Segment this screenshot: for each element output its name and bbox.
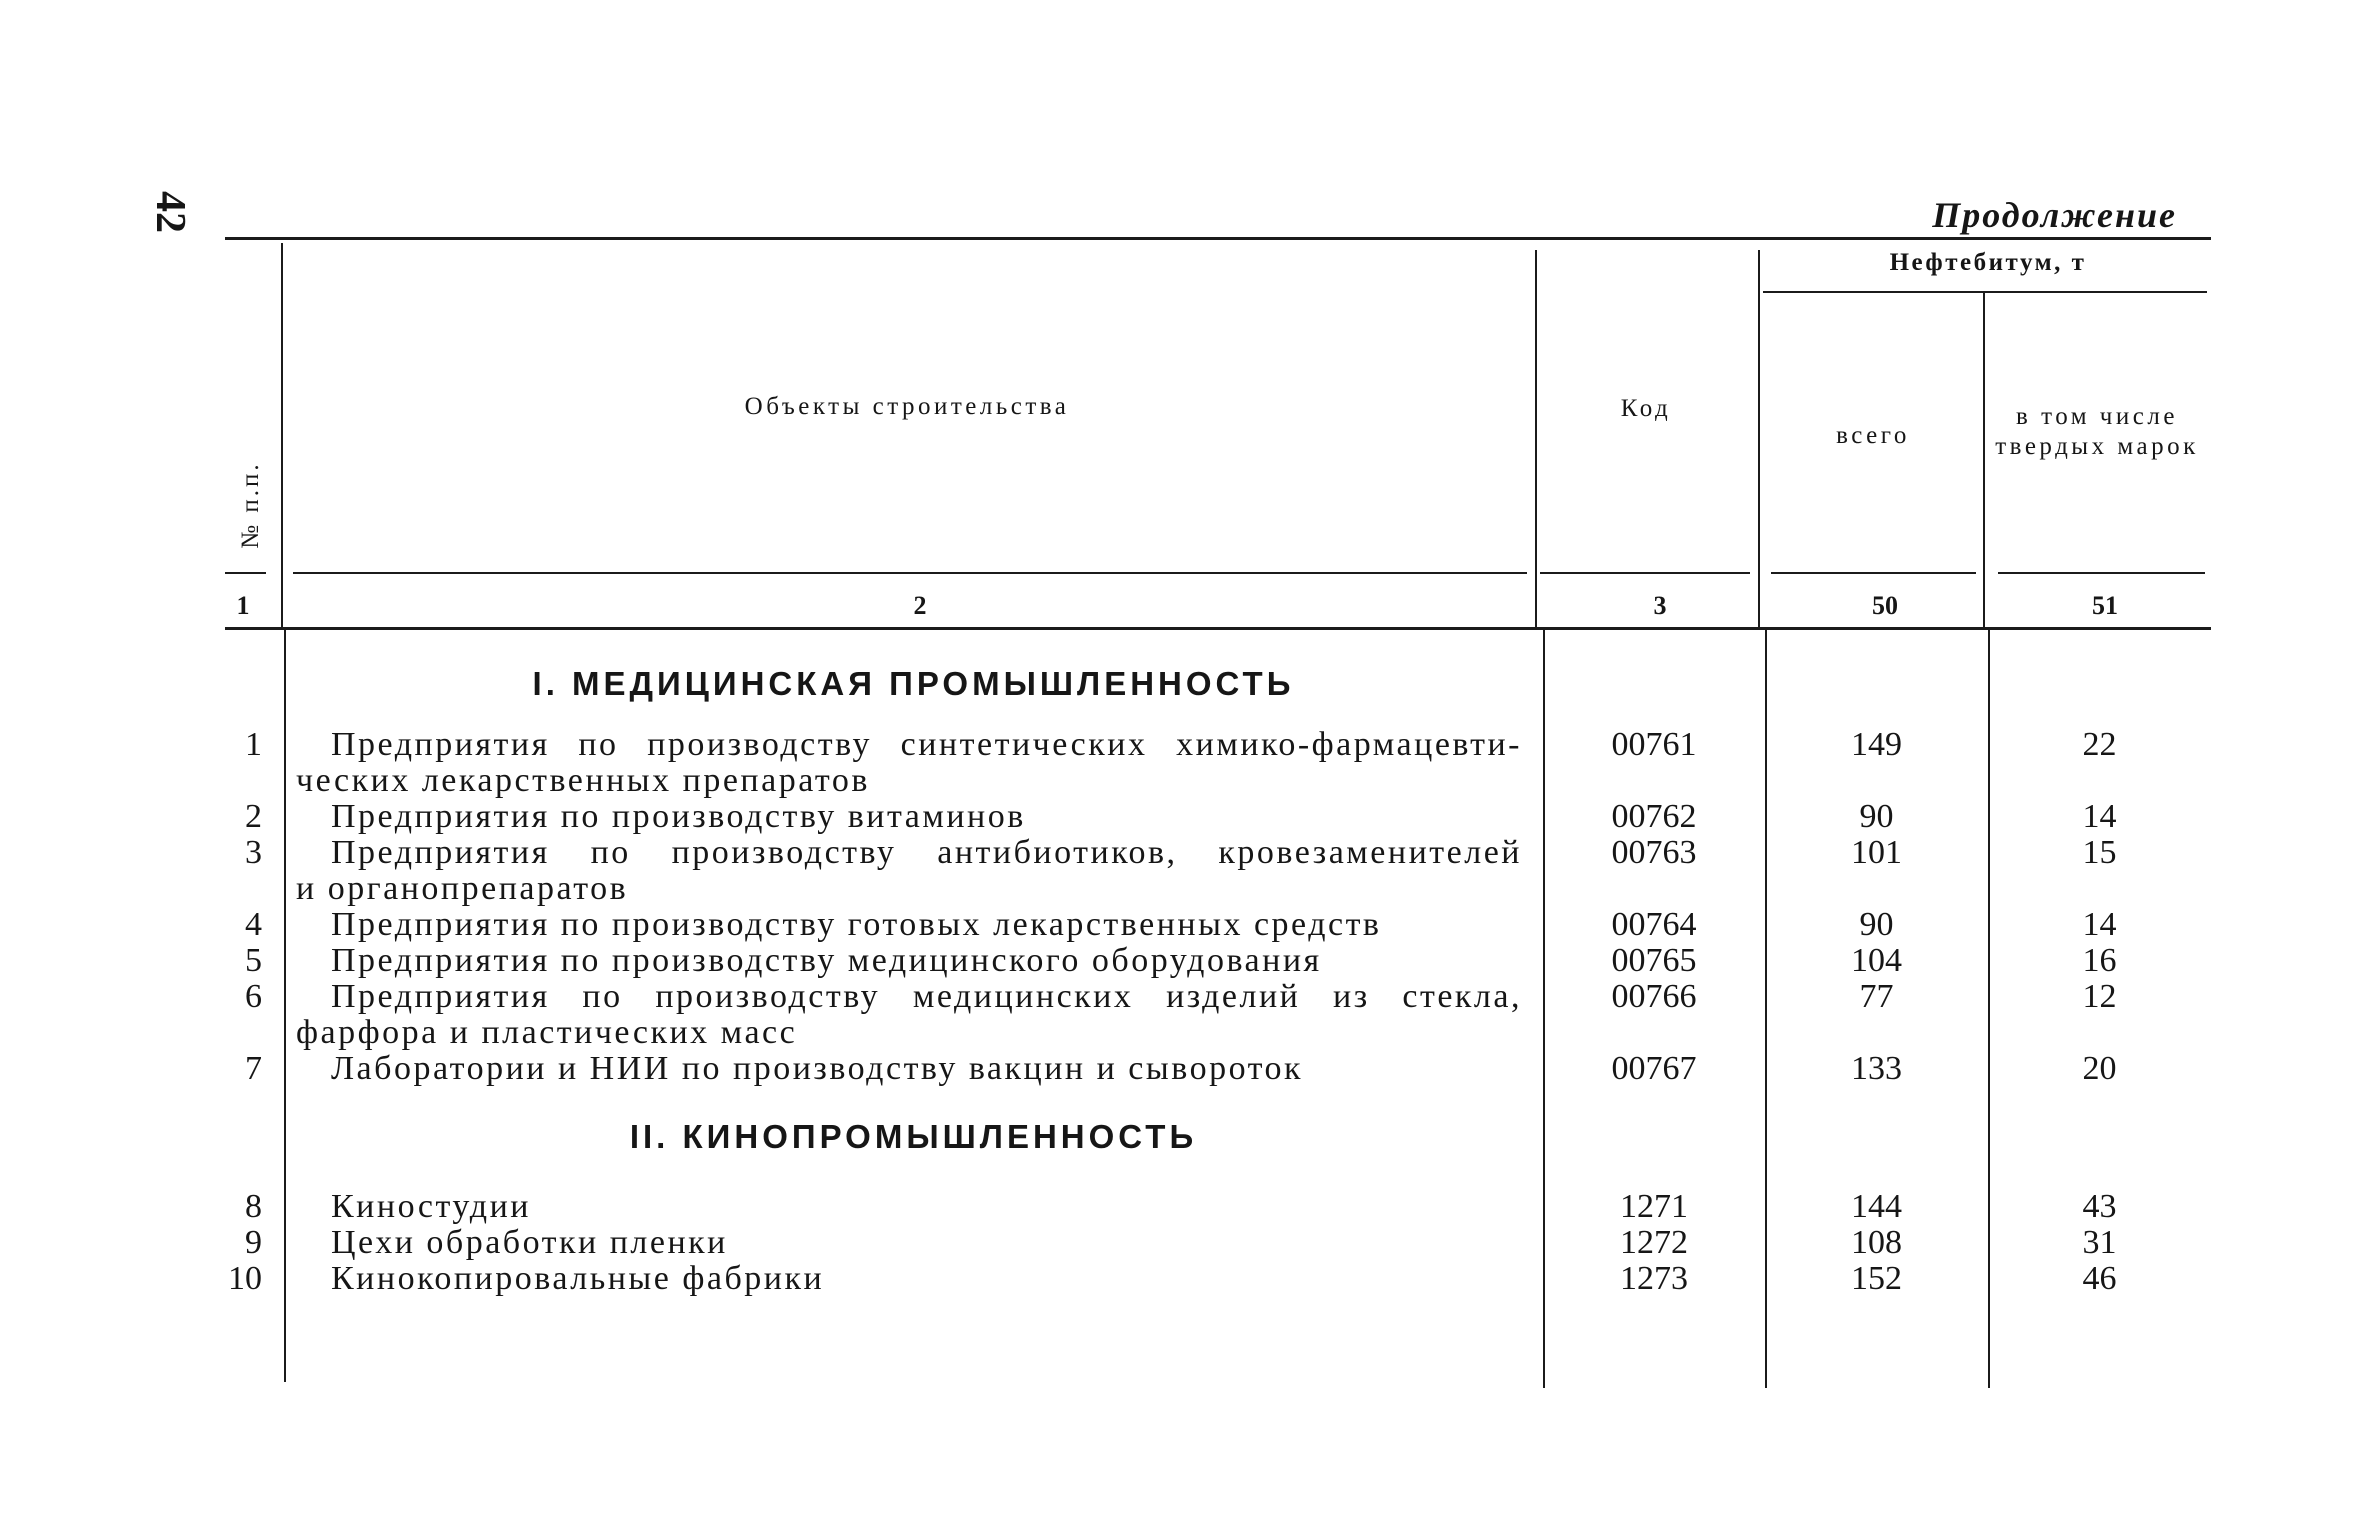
header-bottom-rule bbox=[1998, 572, 2205, 574]
header-column-divider bbox=[1983, 293, 1985, 627]
row-number: 10 bbox=[228, 1260, 262, 1297]
object-name-line: Предприятия по производству медицинского оборудования bbox=[331, 942, 1322, 979]
object-name-line: Предприятия по производству антибиотиков, кровезаменителей bbox=[331, 834, 1522, 871]
header-hard-grades bbox=[1995, 402, 2199, 462]
table-row bbox=[225, 1225, 2211, 1261]
table-body bbox=[225, 628, 2211, 1297]
column-number: 2 bbox=[913, 591, 927, 620]
header-row-number: № п.п. bbox=[237, 461, 264, 549]
table-row bbox=[225, 1261, 2211, 1297]
object-code: 00766 bbox=[1611, 978, 1697, 1015]
bitumen-total: 133 bbox=[1851, 1050, 1902, 1087]
object-name bbox=[284, 799, 1543, 835]
table-row bbox=[225, 907, 2211, 943]
object-name-line: и органопрепаратов bbox=[296, 870, 629, 907]
object-code: 1273 bbox=[1620, 1260, 1688, 1297]
table-row bbox=[225, 943, 2211, 979]
object-name bbox=[284, 979, 1543, 1051]
group-underline-rule bbox=[1763, 291, 2207, 293]
object-name-line: Лаборатории и НИИ по производству вакцин и сывороток bbox=[331, 1050, 1304, 1087]
object-code: 00763 bbox=[1611, 834, 1697, 871]
bitumen-total: 108 bbox=[1851, 1224, 1902, 1261]
section-title: I. МЕДИЦИНСКАЯ ПРОМЫШЛЕННОСТЬ bbox=[532, 665, 1295, 702]
row-number: 7 bbox=[245, 1050, 262, 1087]
object-code: 00764 bbox=[1611, 906, 1697, 943]
header-column-divider bbox=[1535, 250, 1537, 627]
bitumen-hard: 14 bbox=[2082, 798, 2117, 835]
bitumen-hard: 16 bbox=[2082, 942, 2117, 979]
page-number: 42 bbox=[147, 191, 193, 233]
header-bitumen-group: Нефтебитум, т bbox=[1889, 249, 2087, 276]
bitumen-hard: 31 bbox=[2082, 1224, 2117, 1261]
object-name-line: ческих лекарственных препаратов bbox=[296, 762, 870, 799]
bitumen-total: 144 bbox=[1851, 1188, 1902, 1225]
bitumen-hard: 12 bbox=[2082, 978, 2117, 1015]
object-code: 00765 bbox=[1611, 942, 1697, 979]
section-rows bbox=[225, 1189, 2211, 1297]
bitumen-total: 104 bbox=[1851, 942, 1902, 979]
table-top-rule bbox=[225, 237, 2211, 240]
bitumen-total: 90 bbox=[1859, 906, 1894, 943]
bitumen-total: 77 bbox=[1859, 978, 1894, 1015]
header-code: Код bbox=[1620, 395, 1672, 422]
object-code: 1271 bbox=[1620, 1188, 1688, 1225]
header-hard-grades-line: в том числе bbox=[2016, 403, 2178, 430]
section-film bbox=[225, 1119, 2211, 1297]
bitumen-hard: 15 bbox=[2082, 834, 2117, 871]
object-code: 00761 bbox=[1611, 726, 1697, 763]
bitumen-hard: 14 bbox=[2082, 906, 2117, 943]
header-column-divider bbox=[281, 243, 283, 627]
object-name bbox=[284, 1261, 1543, 1297]
object-name-line: Предприятия по производству готовых лекарственных средств bbox=[331, 906, 1382, 943]
object-name bbox=[284, 727, 1543, 799]
bitumen-hard: 22 bbox=[2082, 726, 2117, 763]
bitumen-total: 90 bbox=[1859, 798, 1894, 835]
column-number: 51 bbox=[2092, 591, 2118, 620]
section-medical bbox=[225, 666, 2211, 1087]
row-number: 4 bbox=[245, 906, 262, 943]
object-name-line: Цехи обработки пленки bbox=[331, 1224, 728, 1261]
table-row bbox=[225, 799, 2211, 835]
object-name-line: Кинокопировальные фабрики bbox=[331, 1260, 825, 1297]
row-number: 9 bbox=[245, 1224, 262, 1261]
header-bottom-rule bbox=[1771, 572, 1976, 574]
object-code: 00767 bbox=[1611, 1050, 1697, 1087]
header-total: всего bbox=[1836, 422, 1910, 449]
column-number: 50 bbox=[1872, 591, 1898, 620]
bitumen-hard: 43 bbox=[2082, 1188, 2117, 1225]
row-number: 6 bbox=[245, 978, 262, 1015]
object-name bbox=[284, 907, 1543, 943]
header-bottom-rule bbox=[1540, 572, 1750, 574]
row-number: 2 bbox=[245, 798, 262, 835]
object-name-line: фарфора и пластических масс bbox=[296, 1014, 798, 1051]
object-name bbox=[284, 1051, 1543, 1087]
object-name-line: Предприятия по производству медицинских изделий из стекла, bbox=[331, 978, 1522, 1015]
header-bottom-rule bbox=[225, 572, 266, 574]
object-code: 1272 bbox=[1620, 1224, 1688, 1261]
table-row bbox=[225, 1051, 2211, 1087]
row-number: 5 bbox=[245, 942, 262, 979]
column-number: 1 bbox=[236, 591, 250, 620]
table-row bbox=[225, 1189, 2211, 1225]
row-number: 1 bbox=[245, 726, 262, 763]
table-row bbox=[225, 727, 2211, 799]
header-hard-grades-line: твердых марок bbox=[1995, 433, 2199, 460]
bitumen-total: 152 bbox=[1851, 1260, 1902, 1297]
section-title: II. КИНОПРОМЫШЛЕННОСТЬ bbox=[629, 1118, 1198, 1155]
table-row bbox=[225, 979, 2211, 1051]
object-code: 00762 bbox=[1611, 798, 1697, 835]
column-number: 3 bbox=[1653, 591, 1667, 620]
object-name bbox=[284, 1225, 1543, 1261]
bitumen-hard: 20 bbox=[2082, 1050, 2117, 1087]
object-name bbox=[284, 835, 1543, 907]
header-column-divider bbox=[1758, 250, 1760, 627]
continuation-label: Продолжение bbox=[1932, 195, 2177, 235]
bitumen-hard: 46 bbox=[2082, 1260, 2117, 1297]
object-name-line: Предприятия по производству витаминов bbox=[331, 798, 1026, 835]
bitumen-total: 101 bbox=[1851, 834, 1902, 871]
object-name-line: Предприятия по производству синтетических химико-фармацевти- bbox=[331, 726, 1522, 763]
row-number: 3 bbox=[245, 834, 262, 871]
object-name-line: Киностудии bbox=[331, 1188, 531, 1225]
object-name bbox=[284, 1189, 1543, 1225]
table-row bbox=[225, 835, 2211, 907]
section-rows bbox=[225, 727, 2211, 1087]
row-number: 8 bbox=[245, 1188, 262, 1225]
header-objects: Объекты строительства bbox=[744, 393, 1070, 420]
header-bottom-rule bbox=[293, 572, 1527, 574]
bitumen-total: 149 bbox=[1851, 726, 1902, 763]
object-name bbox=[284, 943, 1543, 979]
